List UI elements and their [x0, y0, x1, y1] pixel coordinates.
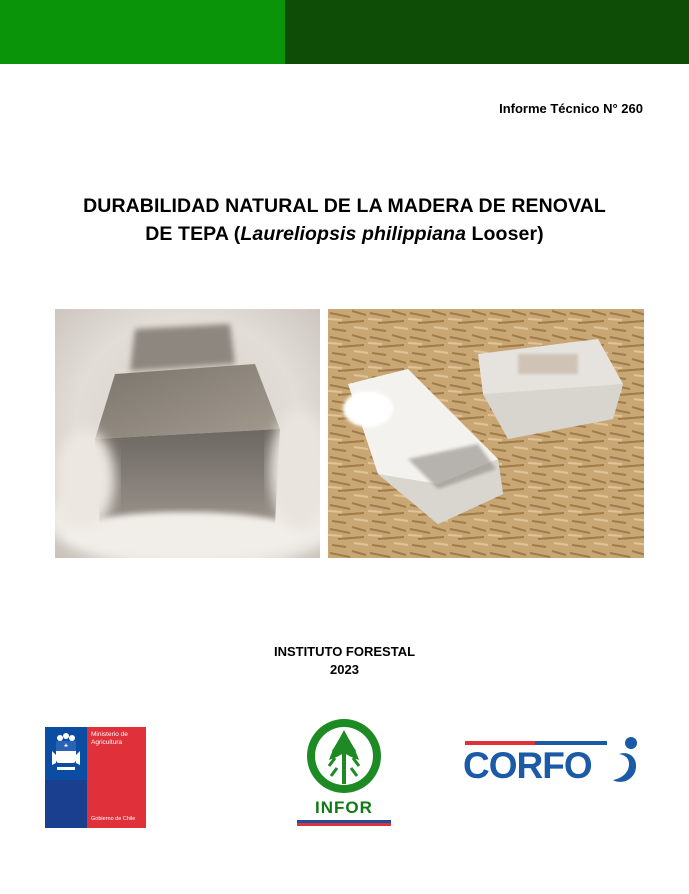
wood-blocks-on-osb-photo	[328, 309, 644, 558]
wood-block-with-mold-photo	[55, 309, 320, 558]
infor-tree-icon	[293, 716, 395, 796]
title-line-1: DURABILIDAD NATURAL DE LA MADERA DE RENOVAL	[83, 195, 606, 217]
report-number: Informe Técnico N° 260	[499, 101, 643, 116]
infor-wordmark: INFOR	[315, 798, 373, 817]
species-name: Laureliopsis philippiana	[240, 223, 467, 245]
ministry-line-2: Agricultura	[91, 739, 123, 746]
title-line-2: DE TEPA (Laureliopsis philippiana Looser)	[145, 223, 544, 245]
document-title	[0, 192, 689, 248]
institute-block	[0, 643, 689, 679]
infor-logo	[293, 716, 395, 828]
coat-of-arms-icon	[49, 731, 83, 775]
publication-year: 2023	[330, 662, 359, 677]
ministry-footer: Gobierno de Chile	[91, 816, 136, 822]
header-band-left	[0, 0, 285, 64]
corfo-logo	[463, 736, 641, 786]
ministry-line-1: Ministerio de	[91, 731, 128, 738]
corfo-person-icon	[611, 736, 641, 786]
header-band-right	[285, 0, 689, 64]
corfo-wordmark: CORFO	[463, 745, 592, 786]
institute-name: INSTITUTO FORESTAL	[273, 644, 416, 659]
ministerio-agricultura-logo	[45, 727, 146, 828]
